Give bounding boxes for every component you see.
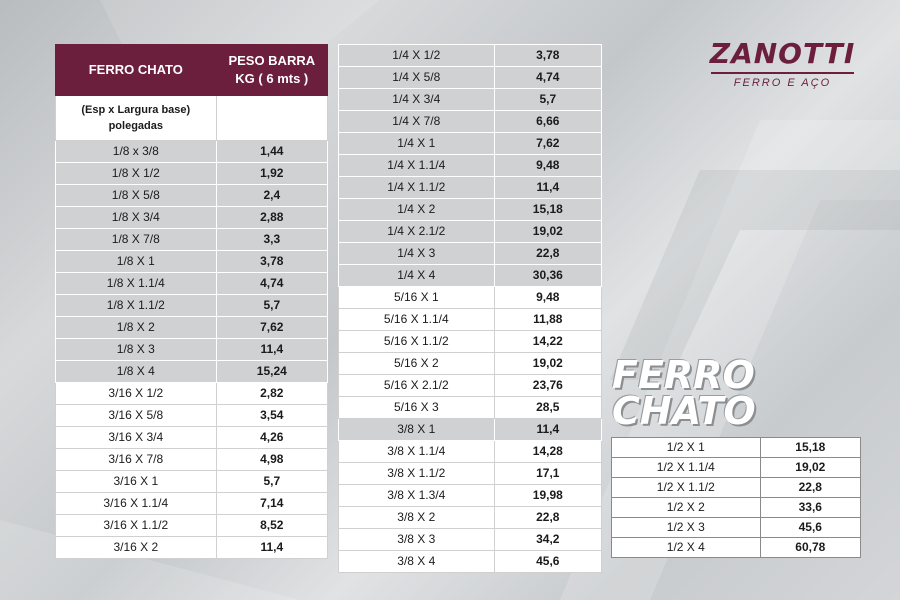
weight-cell: 19,02 — [760, 458, 860, 478]
title-chato: CHATO — [612, 389, 756, 433]
table-row — [56, 515, 328, 537]
weight-cell: 3,78 — [494, 45, 601, 67]
weight-cell: 8,52 — [216, 515, 327, 537]
header-product: FERRO CHATO — [56, 45, 217, 96]
table-row — [339, 89, 602, 111]
title-ferro: FERRO — [612, 353, 755, 397]
weight-cell: 28,5 — [494, 397, 601, 419]
dimension-cell: 3/16 X 5/8 — [56, 405, 217, 427]
table-header-row — [56, 45, 328, 96]
table-row — [56, 493, 328, 515]
dimension-cell: 3/16 X 7/8 — [56, 449, 217, 471]
table-row — [612, 538, 861, 558]
table-row — [339, 419, 602, 441]
weight-cell: 7,62 — [216, 317, 327, 339]
weight-cell: 11,4 — [494, 177, 601, 199]
table-row — [56, 427, 328, 449]
weight-cell: 2,82 — [216, 383, 327, 405]
weight-cell: 17,1 — [494, 463, 601, 485]
weight-cell: 15,18 — [760, 438, 860, 458]
dimension-cell: 1/8 X 3/4 — [56, 207, 217, 229]
dimension-cell: 1/2 X 1.1/4 — [612, 458, 761, 478]
table-row — [339, 133, 602, 155]
dimension-cell: 1/2 X 2 — [612, 498, 761, 518]
weight-cell: 4,98 — [216, 449, 327, 471]
weight-cell: 4,74 — [216, 273, 327, 295]
table-row — [339, 177, 602, 199]
subheader-line1: (Esp x Largura base) — [81, 104, 191, 116]
dimension-cell: 1/2 X 4 — [612, 538, 761, 558]
dimension-cell: 1/4 X 2.1/2 — [339, 221, 495, 243]
dimension-cell: 5/16 X 3 — [339, 397, 495, 419]
weight-cell: 15,18 — [494, 199, 601, 221]
dimension-cell: 5/16 X 1.1/4 — [339, 309, 495, 331]
weight-cell: 7,62 — [494, 133, 601, 155]
ferro-chato-table-3 — [611, 437, 861, 558]
table-subheader-row — [56, 96, 328, 141]
table-row — [339, 551, 602, 573]
dimension-cell: 1/8 X 4 — [56, 361, 217, 383]
table-row — [339, 199, 602, 221]
table-row — [612, 438, 861, 458]
table-row — [56, 405, 328, 427]
weight-cell: 3,78 — [216, 251, 327, 273]
weight-cell: 19,02 — [494, 353, 601, 375]
ferro-chato-table-1 — [55, 44, 328, 559]
dimension-cell: 1/2 X 1 — [612, 438, 761, 458]
weight-cell: 1,44 — [216, 141, 327, 163]
dimension-cell: 1/4 X 1.1/2 — [339, 177, 495, 199]
table-row — [339, 441, 602, 463]
dimension-cell: 3/16 X 1 — [56, 471, 217, 493]
weight-cell: 14,28 — [494, 441, 601, 463]
table-row — [339, 397, 602, 419]
dimension-cell: 3/16 X 2 — [56, 537, 217, 559]
weight-cell: 5,7 — [216, 295, 327, 317]
subheader-empty — [216, 96, 327, 141]
dimension-cell: 1/8 X 5/8 — [56, 185, 217, 207]
weight-cell: 2,4 — [216, 185, 327, 207]
table-row — [339, 45, 602, 67]
dimension-cell: 3/8 X 1.1/4 — [339, 441, 495, 463]
brand-name: ZANOTTI — [709, 37, 856, 70]
table-row — [612, 518, 861, 538]
weight-cell: 9,48 — [494, 155, 601, 177]
weight-cell: 19,98 — [494, 485, 601, 507]
weight-cell: 19,02 — [494, 221, 601, 243]
weight-cell: 4,74 — [494, 67, 601, 89]
table-row — [56, 317, 328, 339]
weight-cell: 45,6 — [494, 551, 601, 573]
dimension-cell: 3/8 X 1.3/4 — [339, 485, 495, 507]
table-row — [339, 375, 602, 397]
brand-underline — [711, 72, 854, 74]
dimension-cell: 3/8 X 2 — [339, 507, 495, 529]
table-row — [339, 507, 602, 529]
dimension-cell: 5/16 X 1.1/2 — [339, 331, 495, 353]
weight-cell: 30,36 — [494, 265, 601, 287]
table-row — [339, 111, 602, 133]
weight-cell: 22,8 — [494, 507, 601, 529]
weight-cell: 14,22 — [494, 331, 601, 353]
table-row — [56, 339, 328, 361]
table-row — [339, 243, 602, 265]
dimension-cell: 1/4 X 2 — [339, 199, 495, 221]
dimension-cell: 1/4 X 1/2 — [339, 45, 495, 67]
dimension-cell: 5/16 X 2.1/2 — [339, 375, 495, 397]
dimension-cell: 3/8 X 3 — [339, 529, 495, 551]
brand-tagline: FERRO E AÇO — [733, 77, 832, 89]
weight-cell: 3,54 — [216, 405, 327, 427]
dimension-cell: 1/4 X 7/8 — [339, 111, 495, 133]
dimension-cell: 1/8 X 1/2 — [56, 163, 217, 185]
dimension-cell: 1/4 X 1 — [339, 133, 495, 155]
weight-cell: 9,48 — [494, 287, 601, 309]
weight-cell: 11,4 — [216, 537, 327, 559]
weight-cell: 1,92 — [216, 163, 327, 185]
dimension-cell: 1/8 X 7/8 — [56, 229, 217, 251]
dimension-cell: 1/4 X 3 — [339, 243, 495, 265]
dimension-cell: 1/2 X 1.1/2 — [612, 478, 761, 498]
table-row — [339, 353, 602, 375]
table-row — [56, 471, 328, 493]
weight-cell: 11,4 — [216, 339, 327, 361]
table-row — [339, 67, 602, 89]
table-row — [56, 383, 328, 405]
weight-cell: 60,78 — [760, 538, 860, 558]
table-row — [56, 361, 328, 383]
table-row — [612, 498, 861, 518]
weight-cell: 3,3 — [216, 229, 327, 251]
table-row — [339, 155, 602, 177]
weight-cell: 11,88 — [494, 309, 601, 331]
dimension-cell: 5/16 X 2 — [339, 353, 495, 375]
table-row — [339, 331, 602, 353]
weight-cell: 11,4 — [494, 419, 601, 441]
table-row — [339, 485, 602, 507]
dimension-cell: 1/8 X 2 — [56, 317, 217, 339]
table-row — [56, 141, 328, 163]
dimension-cell: 1/2 X 3 — [612, 518, 761, 538]
dimension-cell: 1/8 x 3/8 — [56, 141, 217, 163]
dimension-cell: 1/4 X 5/8 — [339, 67, 495, 89]
weight-cell: 15,24 — [216, 361, 327, 383]
weight-cell: 5,7 — [494, 89, 601, 111]
subheader-line2: polegadas — [108, 120, 163, 132]
weight-cell: 2,88 — [216, 207, 327, 229]
zanotti-logo — [705, 38, 860, 89]
weight-cell: 22,8 — [760, 478, 860, 498]
weight-cell: 5,7 — [216, 471, 327, 493]
dimension-cell: 3/16 X 3/4 — [56, 427, 217, 449]
dimension-cell: 1/4 X 3/4 — [339, 89, 495, 111]
table-row — [339, 309, 602, 331]
dimension-cell: 3/8 X 1 — [339, 419, 495, 441]
dimension-cell: 1/8 X 1 — [56, 251, 217, 273]
table-row — [339, 287, 602, 309]
header-weight-line2: KG ( 6 mts ) — [235, 71, 309, 86]
table-row — [339, 221, 602, 243]
table-row — [339, 463, 602, 485]
weight-cell: 6,66 — [494, 111, 601, 133]
dimension-cell: 1/8 X 1.1/2 — [56, 295, 217, 317]
dimension-cell: 5/16 X 1 — [339, 287, 495, 309]
weight-cell: 22,8 — [494, 243, 601, 265]
weight-cell: 34,2 — [494, 529, 601, 551]
weight-cell: 7,14 — [216, 493, 327, 515]
table-row — [56, 295, 328, 317]
table-row — [56, 207, 328, 229]
weight-cell: 23,76 — [494, 375, 601, 397]
table-row — [56, 251, 328, 273]
table-row — [612, 458, 861, 478]
dimension-cell: 3/8 X 1.1/2 — [339, 463, 495, 485]
dimension-cell: 3/16 X 1.1/2 — [56, 515, 217, 537]
ferro-chato-table-2 — [338, 44, 602, 573]
table-row — [56, 163, 328, 185]
dimension-cell: 1/4 X 4 — [339, 265, 495, 287]
dimension-cell: 3/8 X 4 — [339, 551, 495, 573]
dimension-cell: 3/16 X 1.1/4 — [56, 493, 217, 515]
table-row — [339, 265, 602, 287]
table-row — [339, 529, 602, 551]
table-row — [612, 478, 861, 498]
dimension-cell: 3/16 X 1/2 — [56, 383, 217, 405]
table-row — [56, 273, 328, 295]
header-weight — [216, 45, 327, 96]
table-row — [56, 229, 328, 251]
table-row — [56, 537, 328, 559]
dimension-cell: 1/8 X 1.1/4 — [56, 273, 217, 295]
table-row — [56, 449, 328, 471]
table-row — [56, 185, 328, 207]
weight-cell: 33,6 — [760, 498, 860, 518]
dimension-cell: 1/8 X 3 — [56, 339, 217, 361]
dimension-cell: 1/4 X 1.1/4 — [339, 155, 495, 177]
header-weight-line1: PESO BARRA — [228, 53, 316, 68]
weight-cell: 4,26 — [216, 427, 327, 449]
weight-cell: 45,6 — [760, 518, 860, 538]
subheader-dimensions — [56, 96, 217, 141]
